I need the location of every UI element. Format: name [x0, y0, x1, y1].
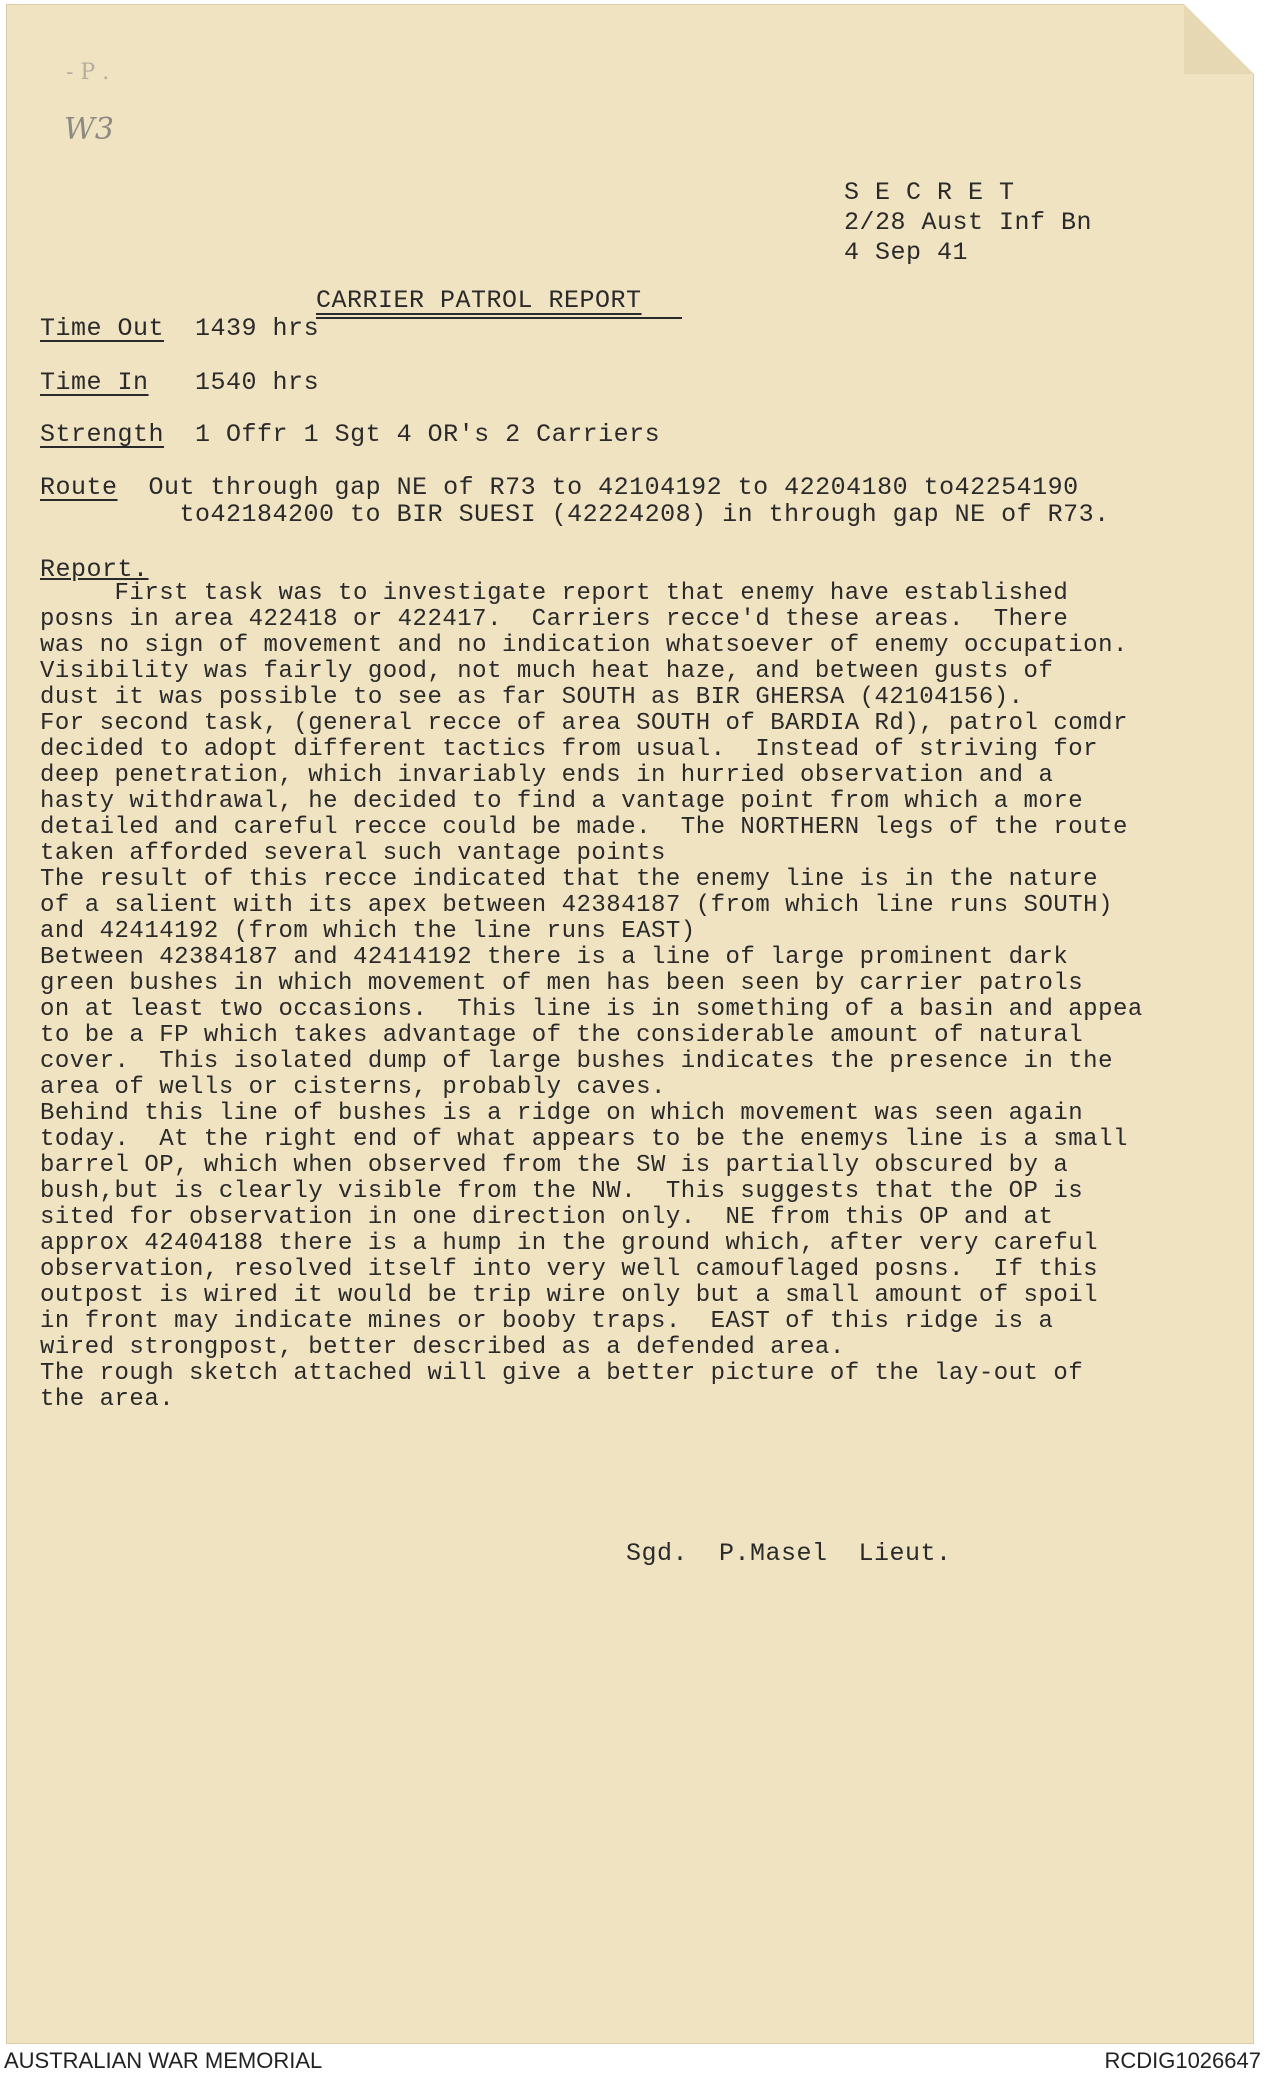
time-in-row [40, 368, 319, 397]
time-out-row [40, 314, 319, 343]
time-out-label: Time Out [40, 314, 165, 343]
report-title: CARRIER PATROL REPORT [316, 286, 682, 319]
route-row [40, 474, 1110, 528]
route-label: Route [40, 473, 118, 502]
report-body: First task was to investigate report that enemy have established posns in area 422418 or 422417. Carriers recce'd these areas. There was no sign of movement and no indication whatsoever of enemy occupation. Visibility was fairly good, not much heat haze, and between gusts of dust it was possible to see as far SOUTH as BIR GHERSA (42104156). For second task, (general recce of area SOUTH of BARDIA Rd), patrol comdr decided to adopt different tactics from usual. Instead of striving for deep penetration, which invariably ends in hurried observation and a hasty withdrawal, he decided to find a vantage point from which a more detailed and careful recce could be made. The NORTHERN legs of the route taken afforded several such vantage points The result of this recce indicated that the enemy line is in the nature of a salient with its apex between 42384187 (from which line runs SOUTH) and 42414192 (from which the line runs EAST) Between 42384187 and 42414192 there is a line of large prominent dark green bushes in which movement of men has been seen by carrier patrols on at least two occasions. This line is in something of a basin and appea to be a FP which takes advantage of the considerable amount of natural cover. This isolated dump of large bushes indicates the presence in the area of wells or cisterns, probably caves. Behind this line of bushes is a ridge on which movement was seen again today. At the right end of what appears to be the enemys line is a small barrel OP, which when observed from the SW is partially obscured by a bush,but is clearly visible from the NW. This suggests that the OP is sited for observation in one direction only. NE from this OP and at approx 42404188 there is a hump in the ground which, after very careful observation, resolved itself into very well camouflaged posns. If this outpost is wired it would be trip wire only but a small amount of spoil in front may indicate mines or booby traps. EAST of this ridge is a wired strongpost, better described as a defended area. The rough sketch attached will give a better picture of the lay-out of the area. [40, 580, 1143, 1413]
time-out-value: 1439 hrs [195, 314, 320, 343]
pencil-mark: - P . [66, 60, 110, 85]
folded-corner [1184, 4, 1254, 74]
handwritten-mark: W3 [64, 112, 114, 147]
time-in-label: Time In [40, 368, 149, 397]
strength-value: 1 Offr 1 Sgt 4 OR's 2 Carriers [195, 420, 661, 449]
signature: Sgd. P.Masel Lieut. [626, 1539, 952, 1568]
footer-institution: AUSTRALIAN WAR MEMORIAL [4, 2048, 323, 2073]
classification: S E C R E T [844, 178, 1015, 207]
time-in-value: 1540 hrs [195, 368, 320, 397]
strength-label: Strength [40, 420, 165, 449]
strength-row [40, 420, 660, 449]
route-line-2: to42184200 to BIR SUESI (42224208) in through gap NE of R73. [179, 500, 1110, 529]
header-block [844, 178, 1092, 268]
footer-catalogue-id: RCDIG1026647 [1104, 2048, 1261, 2073]
document-page [6, 4, 1254, 2044]
route-line-1: Out through gap NE of R73 to 42104192 to 42204180 to42254190 [148, 473, 1079, 502]
report-label: Report. [40, 555, 149, 584]
unit: 2/28 Aust Inf Bn [844, 208, 1093, 237]
date: 4 Sep 41 [844, 238, 969, 267]
